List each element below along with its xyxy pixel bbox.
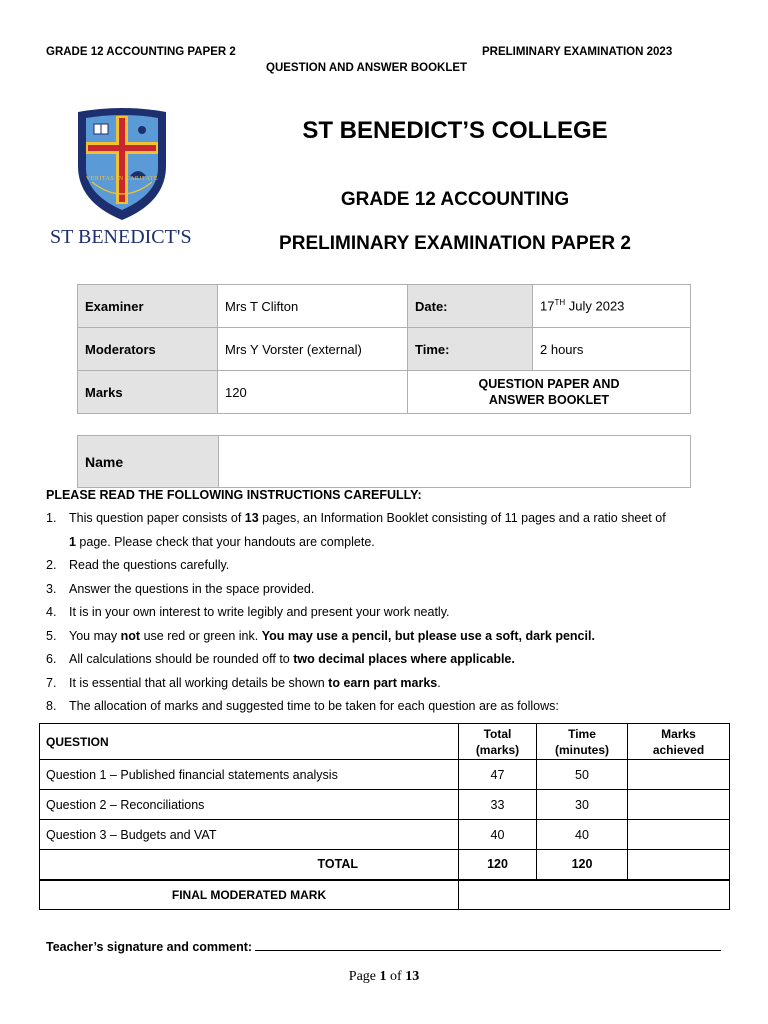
total-time: 120: [537, 850, 628, 880]
row-achieved[interactable]: [628, 820, 730, 850]
college-title: ST BENEDICT’S COLLEGE: [302, 117, 608, 144]
examiner-value: Mrs T Clifton: [218, 285, 408, 328]
row-total: 47: [459, 760, 537, 790]
teacher-signature: [46, 938, 721, 954]
header-question: QUESTION: [40, 724, 459, 760]
header-left: GRADE 12 ACCOUNTING PAPER 2: [46, 46, 236, 58]
date-label: Date:: [408, 285, 533, 328]
final-row: [40, 880, 730, 910]
table-row: [40, 790, 730, 820]
header-right: PRELIMINARY EXAMINATION 2023: [482, 46, 673, 58]
row-achieved[interactable]: [628, 790, 730, 820]
instructions-heading: PLEASE READ THE FOLLOWING INSTRUCTIONS CAREFULLY:: [46, 488, 422, 502]
instruction-3: 3. Answer the questions in the space provided.: [46, 581, 315, 596]
marks-allocation-table: [39, 723, 730, 910]
final-moderated-mark[interactable]: [459, 880, 730, 910]
row-time: 50: [537, 760, 628, 790]
table-row: [40, 820, 730, 850]
date-value: 17TH July 2023: [533, 285, 691, 328]
moderators-value: Mrs Y Vorster (external): [218, 328, 408, 371]
name-table: [77, 435, 691, 488]
school-crest-icon: [72, 106, 172, 224]
header-time: Time (minutes): [537, 724, 628, 760]
logo-school-name: ST BENEDICT'S: [50, 226, 192, 248]
row-question: Question 3 – Budgets and VAT: [40, 820, 459, 850]
table-row: [40, 760, 730, 790]
total-label: TOTAL: [40, 850, 459, 880]
name-label: Name: [78, 436, 219, 488]
booklet-label: QUESTION PAPER AND ANSWER BOOKLET: [408, 371, 691, 414]
instruction-8: 8. The allocation of marks and suggested time to be taken for each question are as follows:: [46, 699, 559, 713]
row-question: Question 2 – Reconciliations: [40, 790, 459, 820]
final-moderated-label: FINAL MODERATED MARK: [40, 880, 459, 910]
header-center: QUESTION AND ANSWER BOOKLET: [266, 62, 468, 74]
row-question: Question 1 – Published financial statements analysis: [40, 760, 459, 790]
time-value: 2 hours: [533, 328, 691, 371]
exam-title: PRELIMINARY EXAMINATION PAPER 2: [279, 233, 631, 254]
total-marks: 120: [459, 850, 537, 880]
total-achieved[interactable]: [628, 850, 730, 880]
row-time: 40: [537, 820, 628, 850]
instruction-5: 5. You may not use red or green ink. You may use a pencil, but please use a soft, dark pencil.: [46, 628, 595, 643]
row-total: 33: [459, 790, 537, 820]
moderators-label: Moderators: [78, 328, 218, 371]
total-row: [40, 850, 730, 880]
instruction-1: 1. This question paper consists of 13 pages, an Information Booklet consisting of 11 pages and a ratio sheet of 1 page. Please check that your handouts are complete.: [46, 511, 666, 549]
page-number: Page 1 of 13: [348, 969, 420, 984]
crest-motto: VERITAS IN CARITATE: [85, 176, 159, 182]
signature-line[interactable]: [255, 938, 721, 951]
instruction-7: 7. It is essential that all working details be shown to earn part marks.: [46, 675, 441, 690]
header-marks-achieved: Marks achieved: [628, 724, 730, 760]
examiner-label: Examiner: [78, 285, 218, 328]
marks-label: Marks: [78, 371, 218, 414]
signature-label: Teacher’s signature and comment:: [46, 940, 253, 954]
instruction-2: 2. Read the questions carefully.: [46, 558, 230, 572]
name-field[interactable]: [219, 436, 691, 488]
exam-info-table: [77, 284, 691, 414]
time-label: Time:: [408, 328, 533, 371]
subject-title: GRADE 12 ACCOUNTING: [340, 189, 570, 210]
instruction-6: 6. All calculations should be rounded off to two decimal places where applicable.: [46, 652, 515, 666]
marks-value: 120: [218, 371, 408, 414]
row-achieved[interactable]: [628, 760, 730, 790]
row-time: 30: [537, 790, 628, 820]
instructions-list: [46, 507, 706, 719]
header-total: Total (marks): [459, 724, 537, 760]
instruction-4: 4. It is in your own interest to write legibly and present your work neatly.: [46, 605, 450, 619]
row-total: 40: [459, 820, 537, 850]
